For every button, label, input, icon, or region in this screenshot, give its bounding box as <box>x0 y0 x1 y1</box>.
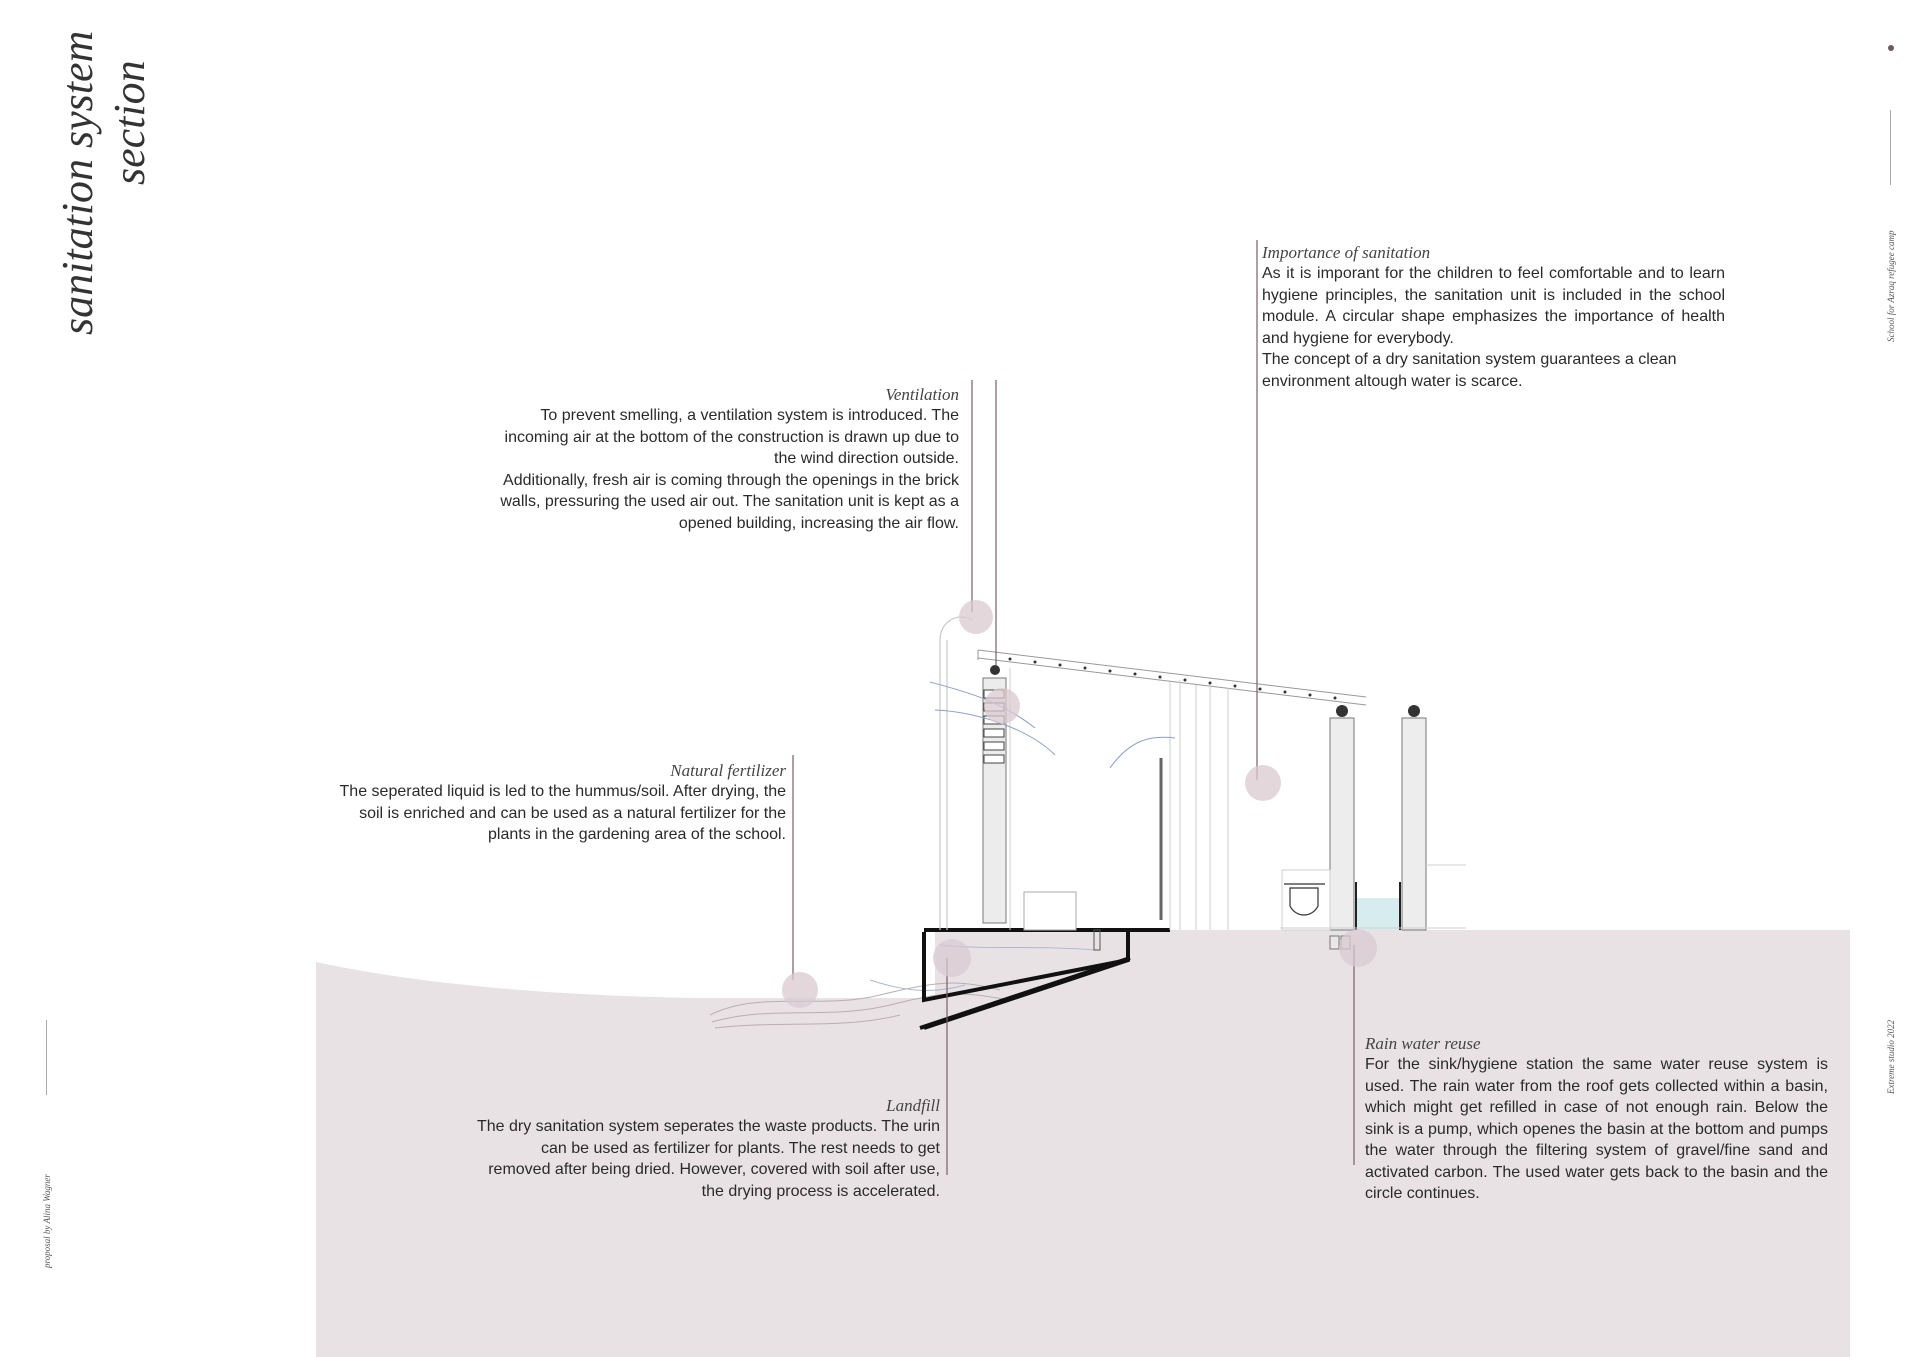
ventilation-text-1: To prevent smelling, a ventilation system is introduced. The incoming air at the bottom of the construction is drawn up due to the wind direction outside. <box>504 407 959 467</box>
rainwater-heading: Rain water reuse <box>1365 1034 1481 1053</box>
toilet-seat <box>1024 892 1076 930</box>
roof <box>978 650 1366 705</box>
ventilation-heading: Ventilation <box>885 385 959 404</box>
fertilizer-text: The seperated liquid is led to the hummus/soil. After drying, the soil is enriched and can be used as a natural fertilizer for the plants in the gardening area of the school. <box>339 783 786 843</box>
marker-fertilizer <box>782 972 818 1008</box>
studio-label: Extreme studio 2022 <box>1886 1019 1896 1094</box>
project-label: School for Azraq refugee camp <box>1886 230 1896 342</box>
water-basin <box>1355 898 1401 930</box>
importance-heading: Importance of sanitation <box>1262 243 1431 262</box>
annotation-fertilizer <box>322 760 786 846</box>
marker-ventilation <box>959 600 993 634</box>
title-line-1: sanitation system <box>53 30 102 335</box>
ventilation-text-2: Additionally, fresh air is coming through the openings in the brick walls, pressuring the used air out. The sanitation unit is kept as a opened building, increasing the air flow. <box>500 471 959 532</box>
sink <box>1284 884 1325 915</box>
marker-landfill <box>933 939 971 977</box>
fertilizer-heading: Natural fertilizer <box>670 761 786 780</box>
importance-text-1: As it is imporant for the children to feel comfortable and to learn hygiene principles, the sanitation unit is included in the school module. A circular shape emphasizes the importance of health and hygiene for everybody. <box>1262 265 1725 347</box>
marker-ventilation-2 <box>984 688 1020 724</box>
air-flow-arrows <box>930 682 1175 768</box>
marker-importance <box>1245 765 1281 801</box>
annotation-landfill <box>475 1095 940 1202</box>
marker-rainwater <box>1339 929 1377 967</box>
rainwater-text: For the sink/hygiene station the same water reuse system is used. The rain water from the roof gets collected within a basin, which might get refilled in case of not enough rain. Below the sink is a pump, which openes the basin at the bottom and pumps the water through the filtering system of gravel/fine sand and activated carbon. The used water gets back to the basin and the circle continues. <box>1365 1056 1828 1202</box>
landfill-text: The dry sanitation system seperates the waste products. The urin can be used as fertilizer for plants. The rest needs to get removed after being dried. However, covered with soil after use, the drying process is accelerated. <box>476 1118 940 1200</box>
annotation-ventilation <box>500 384 959 534</box>
annotation-importance <box>1262 242 1725 392</box>
ventilation-pipe <box>940 617 972 930</box>
importance-text-2: The concept of a dry sanitation system guarantees a clean environment altough water is scarce. <box>1262 351 1677 390</box>
title-line-2: section <box>105 60 154 185</box>
landfill-heading: Landfill <box>886 1096 940 1115</box>
author-label: proposal by Alina Wagner <box>42 1174 52 1268</box>
annotation-rainwater <box>1365 1033 1828 1205</box>
